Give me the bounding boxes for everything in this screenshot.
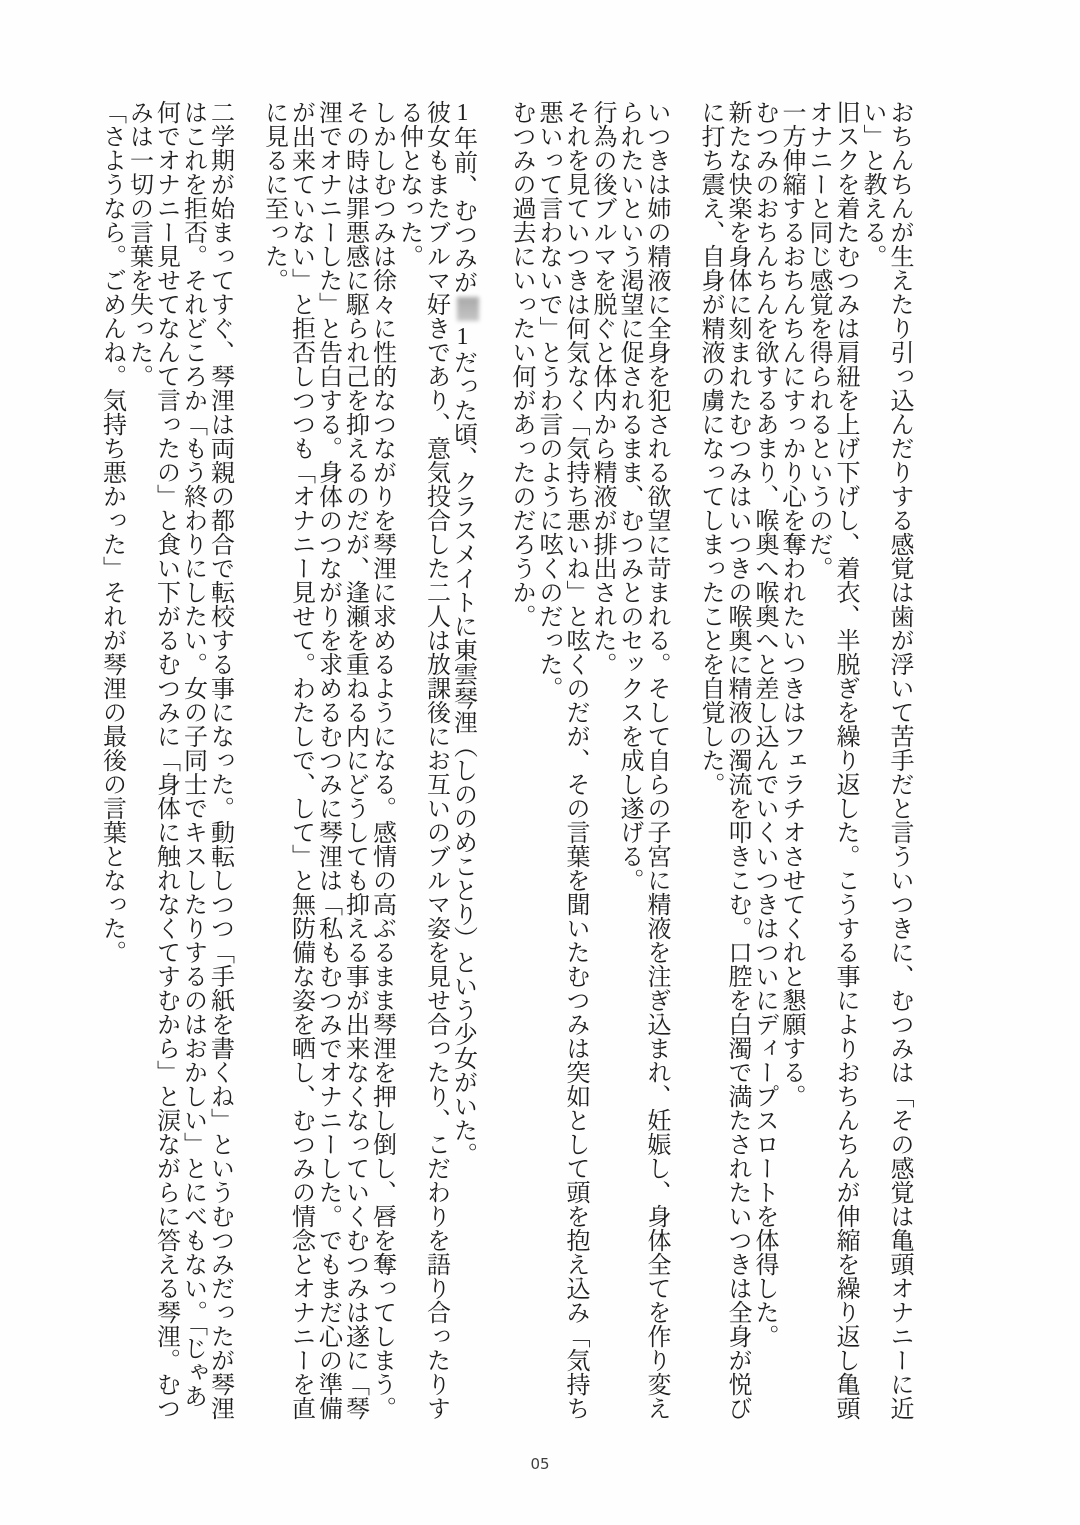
paragraph-group-4 <box>97 100 232 1430</box>
paragraph: 行為の後ブルマを脱ぐと体内から精液が排出された。 <box>589 100 615 676</box>
vertical-text-body <box>97 100 912 1430</box>
paragraph: 旧スクを着たむつみは肩紐を上げ下げし、着衣、半脱ぎを繰り返した。こうする事によりおちんちんが伸縮を繰り返し亀頭オナニーと同じ感覚を得られるというのだ。 <box>805 100 858 1420</box>
paragraph: むつみのおちんちんを欲するあまり、喉奥へ喉奥へと差し込んでいくいつきはついにディープスロートを体得した。 <box>751 100 777 1348</box>
paragraph-group-3 <box>259 100 480 1430</box>
text-before-censor: 1年前、むつみが <box>449 100 476 294</box>
paragraph: しかしむつみは徐々に性的なつながりを琴浬に求めるようになる。感情の高ぶるまま琴浬を押し倒し、唇を奪ってしまう。その時は罪悪感に駆られ己を抑えるのだが、逢瀬を重ねる内にどうしても抑える事が出来なくなっていくむつみは遂に「琴浬でオナニーした」と告白する。身体のつながりを求めるむつみに琴浬は「私もむつみでオナニーした。でもまだ心の準備が出来ていない」と拒否しつつも「オナニー見せて。わたしで、して」と無防備な姿を晒し、むつみの情念とオナニーを直に見るに至った。 <box>260 100 395 1420</box>
paragraph: 新たな快楽を身体に刻まれたむつみはいつきの喉奥に精液の濁流を叩きこむ。口腔を白濁で満たされたいつきは全身が悦びに打ち震え、自身が精液の虜になってしまったことを自覚した。 <box>697 100 750 1420</box>
paragraph: 二学期が始まってすぐ、琴浬は両親の都合で転校する事になった。動転しつつ「手紙を書くね」というむつみだったが琴浬はこれを拒否。それどころか「もう終わりにしたい。女の子同士でキスしたりするのはおかしい」とにべもない。「じゃあ何でオナニー見せてなんて言ったの」と食い下がるむつみに「身体に触れなくてすむから」と涙ながらに答える琴浬。むつみは一切の言葉を失った。 <box>125 100 233 1420</box>
paragraph: それを見ていつきは何気なく「気持ち悪いね」と呟くのだが、その言葉を聞いたむつみは突如として頭を抱え込み「気持ち悪いって言わないで」とうわ言のように呟くのだった。 <box>535 100 588 1420</box>
mosaic-censor-block <box>457 297 479 321</box>
paragraph-group-2 <box>507 100 669 1430</box>
paragraph: いつきは姉の精液に全身を犯される欲望に苛まれる。そして自らの子宮に精液を注ぎ込まれ、妊娠し、身体全てを作り変えられたいという渇望に促されるまま、むつみとのセックスを成し遂げる。 <box>616 100 669 1420</box>
text-after-censor: 1だった頃、クラスメイトに東雲琴浬（しののめことり）という少女がいた。 <box>449 324 476 1166</box>
paragraph: おちんちんが生えたり引っ込んだりする感覚は歯が浮いて苦手だと言ういつきに、むつみは「その感覚は亀頭オナニーに近い」と教える。 <box>859 100 912 1420</box>
paragraph: むつみの過去にいったい何があったのだろうか。 <box>508 100 534 628</box>
paragraph-with-censor <box>448 100 480 1430</box>
paragraph-group-1 <box>696 100 912 1430</box>
paragraph: 彼女もまたブルマ好きであり、意気投合した二人は放課後にお互いのブルマ姿を見せ合ったり、こだわりを語り合ったりする仲となった。 <box>395 100 449 1420</box>
paragraph: 「さようなら。ごめんね。気持ち悪かった」それが琴浬の最後の言葉となった。 <box>98 100 125 964</box>
page-number: 05 <box>530 1455 550 1473</box>
paragraph: 一方伸縮するおちんちんにすっかり心を奪われたいつきはフェラチオさせてくれと懇願する。 <box>778 100 804 1108</box>
